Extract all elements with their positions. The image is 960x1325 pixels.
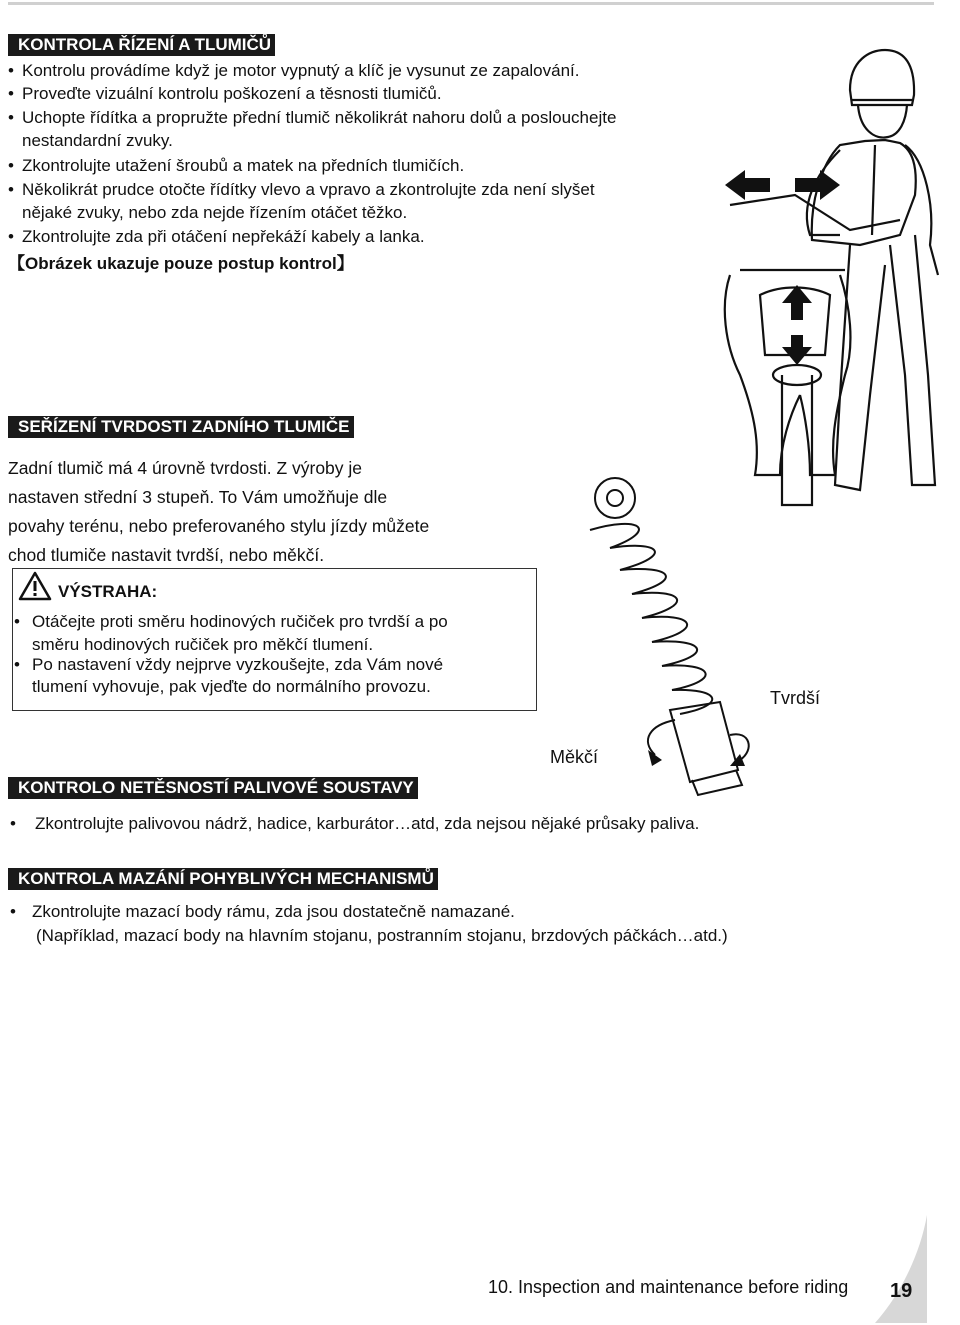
paragraph-line: povahy terénu, nebo preferovaného stylu jízdy můžete <box>8 516 430 536</box>
figure-note: 【Obrázek ukazuje pouze postup kontrol】 <box>8 254 354 273</box>
heading-fuel: KONTROLO NETĚSNOSTÍ PALIVOVÉ SOUSTAVY <box>8 777 418 799</box>
heading-steering: KONTROLA ŘÍZENÍ A TLUMIČŮ <box>8 34 275 56</box>
warning-continuation: směru hodinových ručiček pro měkčí tlumení. <box>32 635 374 654</box>
label-softer: Měkčí <box>550 747 599 767</box>
warning-text: Otáčejte proti směru hodinových ručiček pro tvrdší a po <box>32 612 448 631</box>
footer-chapter: 10. Inspection and maintenance before riding <box>488 1277 849 1297</box>
bullet-text: Několikrát prudce otočte řídítky vlevo a vpravo a zkontrolujte zda není slyšet <box>22 180 595 199</box>
warning-text: Po nastavení vždy nejprve vyzkoušejte, zda Vám nové <box>32 655 444 674</box>
warning-triangle-icon <box>18 571 52 601</box>
paragraph-line: chod tlumiče nastavit tvrdší, nebo měkčí. <box>8 545 325 565</box>
page-corner-tab <box>875 1215 935 1325</box>
page-number: 19 <box>890 1280 913 1302</box>
warning-bullet: • Otáčejte proti směru hodinových ručiček pro tvrdší a po <box>14 612 448 631</box>
bullet-text: Zkontrolujte mazací body rámu, zda jsou dostatečně namazané. <box>32 902 515 921</box>
bullet-continuation: nestandardní zvuky. <box>22 131 173 150</box>
warning-title: VÝSTRAHA: <box>58 582 158 601</box>
bullet-text: Zkontrolujte zda při otáčení nepřekáží kabely a lanka. <box>22 227 425 246</box>
bullet-item: • Zkontrolujte mazací body rámu, zda jsou dostatečně namazané. <box>10 902 515 921</box>
bullet-item: • Několikrát prudce otočte řídítky vlevo a vpravo a zkontrolujte zda není slyšet <box>8 180 595 199</box>
heading-rear-shock: SEŘÍZENÍ TVRDOSTI ZADNÍHO TLUMIČE <box>8 416 354 438</box>
example-line: (Například, mazací body na hlavním stojanu, postranním stojanu, brzdových páčkách…atd.) <box>36 926 728 945</box>
shock-absorber-illustration <box>580 470 760 800</box>
warning-continuation: tlumení vyhovuje, pak vjeďte do normálního provozu. <box>32 677 431 696</box>
bullet-item: • Zkontrolujte utažení šroubů a matek na předních tlumičích. <box>8 156 465 175</box>
paragraph-line: Zadní tlumič má 4 úrovně tvrdosti. Z výroby je <box>8 458 363 478</box>
warning-bullet: • Po nastavení vždy nejprve vyzkoušejte, zda Vám nové <box>14 655 444 674</box>
bullet-text: Zkontrolujte utažení šroubů a matek na předních tlumičích. <box>22 156 465 175</box>
paragraph-line: nastaven střední 3 stupeň. To Vám umožňuje dle <box>8 487 388 507</box>
bullet-item: • Uchopte řídítka a propružte přední tlumič několikrát nahoru dolů a poslouchejte <box>8 108 617 127</box>
bullet-text: Kontrolu provádíme když je motor vypnutý a klíč je vysunut ze zapalování. <box>22 61 580 80</box>
bullet-item: • Zkontrolujte zda při otáčení nepřekáží kabely a lanka. <box>8 227 425 246</box>
bullet-text: Proveďte vizuální kontrolu poškození a těsnosti tlumičů. <box>22 84 442 103</box>
bullet-text: Uchopte řídítka a propružte přední tlumič několikrát nahoru dolů a poslouchejte <box>22 108 617 127</box>
label-harder: Tvrdší <box>770 688 821 708</box>
bullet-continuation: nějaké zvuky, nebo zda nejde řízením otáčet těžko. <box>22 203 408 222</box>
bullet-item: • Zkontrolujte palivovou nádrž, hadice, karburátor…atd, zda nejsou nějaké průsaky paliva. <box>10 814 700 833</box>
bullet-text: Zkontrolujte palivovou nádrž, hadice, karburátor…atd, zda nejsou nějaké průsaky paliva. <box>35 814 700 833</box>
scooter-rider-illustration <box>700 45 955 515</box>
top-rule <box>8 2 934 5</box>
bullet-item: • Proveďte vizuální kontrolu poškození a těsnosti tlumičů. <box>8 84 442 103</box>
bullet-item: • Kontrolu provádíme když je motor vypnutý a klíč je vysunut ze zapalování. <box>8 61 580 80</box>
heading-lubrication: KONTROLA MAZÁNÍ POHYBLIVÝCH MECHANISMŮ <box>8 868 438 890</box>
